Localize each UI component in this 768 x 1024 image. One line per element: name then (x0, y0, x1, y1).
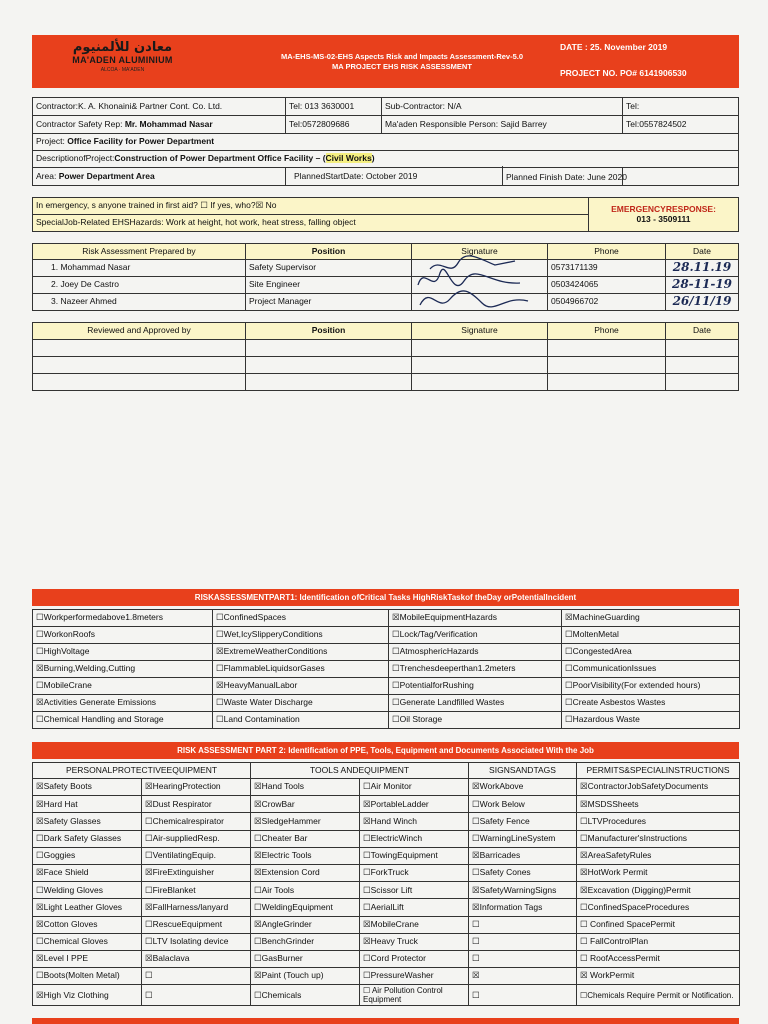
tool-item[interactable]: ☒Paint (Touch up) (251, 968, 360, 985)
permit-item[interactable]: ☒Excavation (Digging)Permit (577, 882, 740, 899)
table-row (33, 933, 740, 950)
safety-rep-name: Mr. Mohammad Nasar (124, 118, 213, 129)
preparer-phone: 0503424065 (548, 277, 666, 294)
preparer-date (666, 294, 739, 311)
table-row (33, 712, 740, 729)
signs-header: SIGNSANDTAGS (469, 763, 577, 779)
prepared-header-name: Risk Assessment Prepared by (33, 244, 246, 260)
approver-phone (548, 374, 666, 391)
table-row (33, 985, 740, 1006)
part2-title: RISK ASSESSMENT PART 2: Identification of PPE, Tools, Equipment and Documents Associated With the Job (177, 746, 594, 755)
tool-item[interactable]: ☐TowingEquipment (360, 847, 469, 864)
sign-item[interactable]: ☒Information Tags (469, 899, 577, 916)
tool-item[interactable]: ☒PortableLadder (360, 796, 469, 813)
approver-signature (412, 357, 548, 374)
tool-item[interactable]: ☒Extension Cord (251, 864, 360, 881)
hazard-checkbox-item[interactable]: ☐ConfinedSpaces (213, 610, 389, 627)
handwritten-date: 26/11/19 (672, 294, 732, 309)
permit-item[interactable]: ☐Manufacturer'sInstructions (577, 830, 740, 847)
ppe-item[interactable]: ☒Cotton Gloves (33, 916, 142, 933)
tool-item[interactable]: ☐ElectricWinch (360, 830, 469, 847)
contractor: Contractor:K. A. Khonaini& Partner Cont. Co. Ltd. (33, 98, 286, 116)
hazard-checkbox-item[interactable]: ☐Create Asbestos Wastes (562, 695, 740, 712)
approver-signature (412, 374, 548, 391)
sign-item[interactable]: ☐Safety Fence (469, 813, 577, 830)
preparer-name: 1. Mohammad Nasar (33, 260, 246, 277)
emergency-table (32, 197, 739, 232)
planned-finish-text: Planned Finish Date: June 2020 (506, 172, 627, 182)
tools-header: TOOLS ANDEQUIPMENT (251, 763, 469, 779)
table-row (33, 847, 740, 864)
hazard-checkbox-item[interactable]: ☒MachineGuarding (562, 610, 740, 627)
table-row (33, 374, 739, 391)
description-text: Construction of Power Department Office Facility – ( (114, 153, 326, 164)
tool-item[interactable]: ☒Heavy Truck (360, 933, 469, 950)
tool-item[interactable]: ☒Hand Tools (251, 779, 360, 796)
hazard-checkbox-item[interactable]: ☐PotentialforRushing (389, 678, 562, 695)
preparer-date (666, 260, 739, 277)
approved-by-table (32, 322, 739, 391)
description-highlight: Civil Works (325, 153, 372, 164)
hazard-checkbox-item[interactable]: ☐Hazardous Waste (562, 712, 740, 729)
approver-date (666, 374, 739, 391)
hazard-checkbox-item[interactable]: ☒ExtremeWeatherConditions (213, 644, 389, 661)
tool-item[interactable]: ☐ForkTruck (360, 864, 469, 881)
sign-item[interactable]: ☒ (469, 968, 577, 985)
logo-latin: MA'ADEN ALUMINIUM (72, 55, 173, 65)
tool-item[interactable]: ☒MobileCrane (360, 916, 469, 933)
preparer-phone: 0504966702 (548, 294, 666, 311)
ppe-item[interactable]: ☒Hard Hat (33, 796, 142, 813)
ppe-item[interactable]: ☐Chemical Gloves (33, 933, 142, 950)
prepared-header-signature: Signature (412, 244, 548, 260)
prepared-by-table (32, 243, 739, 311)
hazard-checkbox-item[interactable]: ☐WorkonRoofs (33, 627, 213, 644)
signature-1 (430, 256, 515, 269)
hazard-checkbox-item[interactable]: ☐Trenchesdeeperthan1.2meters (389, 661, 562, 678)
table-row (33, 779, 740, 796)
ppe-item[interactable]: ☒Light Leather Gloves (33, 899, 142, 916)
approved-header-phone: Phone (548, 323, 666, 340)
preparer-name: 2. Joey De Castro (33, 277, 246, 294)
tool-item[interactable]: ☐Cord Protector (360, 950, 469, 967)
approver-signature (412, 340, 548, 357)
preparer-date (666, 277, 739, 294)
tool-item[interactable]: ☐Air Tools (251, 882, 360, 899)
emergency-response-title: EMERGENCYRESPONSE: (611, 204, 716, 215)
hazard-checkbox-item[interactable]: ☒HeavyManualLabor (213, 678, 389, 695)
table-row (33, 661, 740, 678)
sign-item[interactable]: ☐ (469, 950, 577, 967)
hazard-checkbox-item[interactable]: ☐Lock/Tag/Verification (389, 627, 562, 644)
tool-item[interactable]: ☐Chemicals (251, 985, 360, 1006)
ppe-header: PERSONALPROTECTIVEEQUIPMENT (33, 763, 251, 779)
table-row (33, 796, 740, 813)
ppe-item[interactable]: ☐Dark Safety Glasses (33, 830, 142, 847)
prepared-header-phone: Phone (548, 244, 666, 260)
hazard-checkbox-item[interactable]: ☐Chemical Handling and Storage (33, 712, 213, 729)
permit-item[interactable]: ☐ FallControlPlan (577, 933, 740, 950)
table-row (33, 644, 740, 661)
preparer-position: Safety Supervisor (246, 260, 412, 277)
hazard-checkbox-item[interactable]: ☐FlammableLiquidsorGases (213, 661, 389, 678)
part2-table (32, 762, 740, 1006)
tool-item[interactable]: ☐ Air Pollution Control Equipment (360, 985, 469, 1006)
ppe-item[interactable]: ☐RescueEquipment (142, 916, 251, 933)
tool-item[interactable]: ☐Scissor Lift (360, 882, 469, 899)
ppe-item[interactable]: ☐Chemicalrespirator (142, 813, 251, 830)
sign-item[interactable]: ☐ (469, 933, 577, 950)
sign-item[interactable]: ☒SafetyWarningSigns (469, 882, 577, 899)
sign-item[interactable]: ☐ (469, 916, 577, 933)
approved-header-signature: Signature (412, 323, 548, 340)
hazard-checkbox-item[interactable]: ☐CommunicationIssues (562, 661, 740, 678)
table-row (33, 277, 739, 294)
description-end: ) (371, 153, 375, 164)
hazard-checkbox-item[interactable]: ☐Generate Landfilled Wastes (389, 695, 562, 712)
hazard-checkbox-item[interactable]: ☐AtmosphericHazards (389, 644, 562, 661)
table-row (33, 968, 740, 985)
project-label: Project: (36, 136, 65, 147)
safety-rep-cell (33, 116, 286, 134)
emergency-response-cell (589, 198, 739, 232)
ppe-item[interactable]: ☐Goggies (33, 847, 142, 864)
ppe-item[interactable]: ☒Dust Respirator (142, 796, 251, 813)
part1-table (32, 609, 740, 729)
permits-header: PERMITS&SPECIALINSTRUCTIONS (577, 763, 740, 779)
hazard-checkbox-item[interactable]: ☐MobileCrane (33, 678, 213, 695)
subcontractor: Sub-Contractor: N/A (382, 98, 623, 116)
ppe-item[interactable]: ☒Safety Boots (33, 779, 142, 796)
approver-name (33, 357, 246, 374)
tool-item[interactable]: ☒CrowBar (251, 796, 360, 813)
permit-item[interactable]: ☐ Confined SpacePermit (577, 916, 740, 933)
permit-item[interactable]: ☒ WorkPermit (577, 968, 740, 985)
tool-item[interactable]: ☒AngleGrinder (251, 916, 360, 933)
project-cell (33, 134, 739, 151)
ppe-item[interactable]: ☒Balaclava (142, 950, 251, 967)
handwritten-date: 28-11-19 (671, 277, 733, 292)
tool-item[interactable]: ☒SledgeHammer (251, 813, 360, 830)
table-row (33, 610, 740, 627)
ppe-item[interactable]: ☐Air-suppliedResp. (142, 830, 251, 847)
ppe-item[interactable]: ☐ (142, 968, 251, 985)
table-row (33, 864, 740, 881)
hazard-checkbox-item[interactable]: ☐CongestedArea (562, 644, 740, 661)
prepared-header-date: Date (666, 244, 739, 260)
sign-item[interactable]: ☐ (469, 985, 577, 1006)
description-cell (33, 151, 739, 168)
ppe-item[interactable]: ☐ (142, 985, 251, 1006)
tool-item[interactable]: ☐GasBurner (251, 950, 360, 967)
table-row (33, 916, 740, 933)
tool-item[interactable]: ☐BenchGrinder (251, 933, 360, 950)
approver-position (246, 357, 412, 374)
table-row (33, 627, 740, 644)
approved-header-name: Reviewed and Approved by (33, 323, 246, 340)
approved-header-date: Date (666, 323, 739, 340)
hazard-checkbox-item[interactable]: ☐PoorVisibility(For extended hours) (562, 678, 740, 695)
permit-item[interactable]: ☒HotWork Permit (577, 864, 740, 881)
company-logo (70, 41, 175, 85)
approver-position (246, 374, 412, 391)
doc-date: DATE : 25. November 2019 (560, 42, 668, 52)
hazard-checkbox-item[interactable]: ☒MobileEquipmentHazards (389, 610, 562, 627)
first-aid-question: In emergency, s anyone trained in first aid? ☐ If yes, who?☒ No (33, 198, 589, 215)
hazard-checkbox-item[interactable]: ☐Waste Water Discharge (213, 695, 389, 712)
finish-divider (502, 166, 503, 185)
maaden-person: Ma'aden Responsible Person: Sajid Barrey (382, 116, 623, 134)
table-row (33, 678, 740, 695)
table-row (33, 813, 740, 830)
project-number: PROJECT NO. PO# 6141906530 (560, 68, 687, 78)
area-name: Power Department Area (58, 170, 155, 181)
sign-item[interactable]: ☐WarningLineSystem (469, 830, 577, 847)
preparer-position: Project Manager (246, 294, 412, 311)
tool-item[interactable]: ☒Hand Winch (360, 813, 469, 830)
ppe-item[interactable]: ☒HearingProtection (142, 779, 251, 796)
sign-item[interactable]: ☐Safety Cones (469, 864, 577, 881)
description-label: DescriptionofProject: (36, 153, 115, 164)
tool-item[interactable]: ☐AerialLift (360, 899, 469, 916)
permit-item[interactable]: ☐ RoofAccessPermit (577, 950, 740, 967)
sign-item[interactable]: ☒WorkAbove (469, 779, 577, 796)
tool-item[interactable]: ☐PressureWasher (360, 968, 469, 985)
ppe-item[interactable]: ☐VentilatingEquip. (142, 847, 251, 864)
emergency-response-number: 013 - 3509111 (636, 213, 691, 224)
logo-sub: ALCOA · MA'ADEN (100, 67, 145, 73)
table-row (33, 695, 740, 712)
ppe-item[interactable]: ☐LTV Isolating device (142, 933, 251, 950)
permit-item[interactable]: ☒MSDSSheets (577, 796, 740, 813)
tool-item[interactable]: ☒Electric Tools (251, 847, 360, 864)
project-info-table (32, 97, 739, 186)
ppe-item[interactable]: ☒Level I PPE (33, 950, 142, 967)
preparer-phone: 0573171139 (548, 260, 666, 277)
ppe-item[interactable]: ☐Boots(Molten Metal) (33, 968, 142, 985)
planned-finish (623, 168, 739, 186)
doc-title: MA PROJECT EHS RISK ASSESSMENT (332, 62, 472, 71)
safety-rep-tel: Tel:0572809686 (286, 116, 382, 134)
signature-2 (418, 269, 520, 285)
handwritten-signatures (410, 255, 535, 315)
area-label: Area: (36, 170, 57, 181)
part1-header (32, 589, 739, 606)
approver-date (666, 340, 739, 357)
signature-3 (420, 291, 528, 307)
approver-position (246, 340, 412, 357)
handwritten-date: 28.11.19 (672, 260, 732, 275)
hazard-checkbox-item[interactable]: ☐HighVoltage (33, 644, 213, 661)
hazard-checkbox-item[interactable]: ☒Activities Generate Emissions (33, 695, 213, 712)
hazard-checkbox-item[interactable]: ☐MoltenMetal (562, 627, 740, 644)
logo-arabic: معادن للألمنيوم (72, 40, 173, 55)
approver-name (33, 340, 246, 357)
approved-header-position: Position (246, 323, 412, 340)
project-name: Office Facility for Power Department (67, 136, 215, 147)
ppe-item[interactable]: ☐FireBlanket (142, 882, 251, 899)
special-hazards: SpecialJob-Related EHSHazards: Work at height, hot work, heat stress, falling object (33, 215, 589, 232)
next-section-header (32, 1018, 739, 1024)
doc-code: MA-EHS-MS-02-EHS Aspects Risk and Impacts Assessment-Rev-5.0 (280, 52, 524, 61)
hazard-checkbox-item[interactable]: ☐Workperformedabove1.8meters (33, 610, 213, 627)
table-row (33, 260, 739, 277)
tool-item[interactable]: ☐Cheater Bar (251, 830, 360, 847)
approver-phone (548, 340, 666, 357)
ppe-item[interactable]: ☐Welding Gloves (33, 882, 142, 899)
sign-item[interactable]: ☒Barricades (469, 847, 577, 864)
permit-item[interactable]: ☒ContractorJobSafetyDocuments (577, 779, 740, 796)
approver-name (33, 374, 246, 391)
table-row (33, 950, 740, 967)
prepared-header-position: Position (246, 244, 412, 260)
permit-item[interactable]: ☐ConfinedSpaceProcedures (577, 899, 740, 916)
ppe-item[interactable]: ☒Face Shield (33, 864, 142, 881)
part1-title: RISKASSESSMENTPART1: Identification ofCritical Tasks HighRiskTaskof theDay orPotentialIncident (194, 593, 577, 602)
hazard-checkbox-item[interactable]: ☐Land Contamination (213, 712, 389, 729)
subcontractor-tel: Tel: (623, 98, 739, 116)
part2-header (32, 742, 739, 759)
tool-item[interactable]: ☐WeldingEquipment (251, 899, 360, 916)
permit-item[interactable]: ☐LTVProcedures (577, 813, 740, 830)
area-cell (33, 168, 286, 186)
hazard-checkbox-item[interactable]: ☒Burning,Welding,Cutting (33, 661, 213, 678)
contractor-tel: Tel: 013 3630001 (286, 98, 382, 116)
approver-phone (548, 357, 666, 374)
ppe-item[interactable]: ☒FallHarness/lanyard (142, 899, 251, 916)
table-row (33, 830, 740, 847)
table-row (33, 899, 740, 916)
safety-rep-label: Contractor Safety Rep: (36, 118, 123, 129)
table-row (33, 340, 739, 357)
table-row (33, 882, 740, 899)
preparer-position: Site Engineer (246, 277, 412, 294)
ppe-item[interactable]: ☒High Viz Clothing (33, 985, 142, 1006)
planned-start: PlannedStartDate: October 2019 (286, 168, 623, 186)
table-row (33, 294, 739, 311)
ppe-item[interactable]: ☒FireExtinguisher (142, 864, 251, 881)
preparer-name: 3. Nazeer Ahmed (33, 294, 246, 311)
sign-item[interactable]: ☐Work Below (469, 796, 577, 813)
tool-item[interactable]: ☐Air Monitor (360, 779, 469, 796)
approver-date (666, 357, 739, 374)
document-header (32, 35, 739, 88)
permit-item[interactable]: ☐Chemicals Require Permit or Notification. (577, 985, 740, 1006)
permit-item[interactable]: ☒AreaSafetyRules (577, 847, 740, 864)
table-row (33, 357, 739, 374)
hazard-checkbox-item[interactable]: ☐Wet,IcySlipperyConditions (213, 627, 389, 644)
ppe-item[interactable]: ☒Safety Glasses (33, 813, 142, 830)
hazard-checkbox-item[interactable]: ☐Oil Storage (389, 712, 562, 729)
maaden-person-tel: Tel:0557824502 (623, 116, 739, 134)
